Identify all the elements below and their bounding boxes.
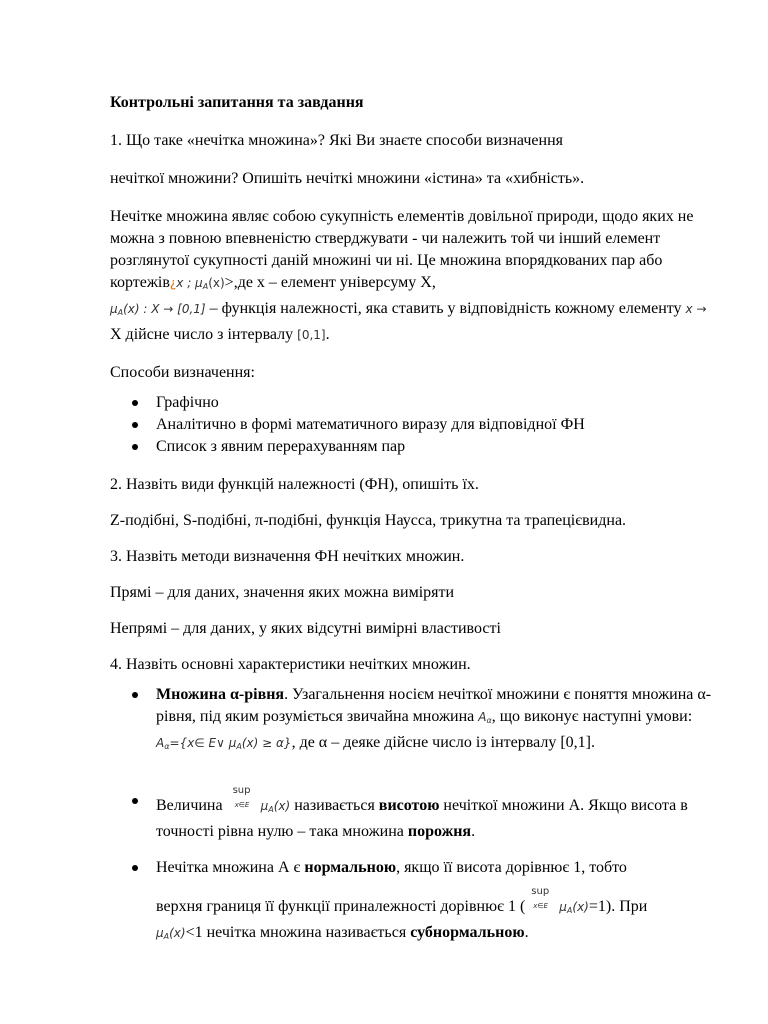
bullet-icon	[132, 422, 138, 428]
term-subnormal: субнормальною	[410, 924, 525, 941]
question-1-line-2: нечіткої множини? Опишіть нечіткі множини «істина» та «хибність».	[110, 170, 585, 187]
answer-3-indirect: Непрямі – для даних, у яких відсутні вимірні властивості	[110, 620, 501, 637]
document-page	[110, 92, 715, 948]
line-wrap: верхня границя її функції приналежності дорівнює 1 ( sup x∈E $\mu_A(x)=1$). При	[156, 886, 648, 915]
term-height: висотою	[378, 797, 440, 814]
formula-alpha-level-set: $A_\alpha=\{x\in$ E∨ $\mu_A(x) \ge \alpha$}	[156, 736, 292, 751]
list-item: Список з явним перерахуванням пар	[156, 436, 715, 458]
formula-mapping: x →	[685, 302, 707, 316]
question-4: 4. Назвіть основні характеристики нечітких множин.	[110, 656, 471, 673]
bullet-icon	[132, 444, 138, 450]
bullet-icon	[132, 400, 138, 406]
formula-membership: $\mu_A(x)$	[559, 900, 589, 915]
formula-interval: [0,1]	[297, 328, 326, 342]
formula-supremum: sup x∈E	[531, 886, 550, 910]
list-item: Аналітично в формі математичного виразу для відповідної ФН	[156, 414, 715, 436]
answer-text: Нечітке множина являє собою сукупність елементів довільної природи, щодо яких не можна з повною впевненістю стверджувати - чи належить той чи інший елемент розглянутої сукупності даній множині чи ні. Це множина впорядкованих пар або кортежів	[110, 208, 694, 291]
question-3: 3. Назвіть методи визначення ФН нечітких множин.	[110, 548, 465, 565]
answer-3-direct: Прямі – для даних, значення яких можна виміряти	[110, 584, 455, 601]
formula-membership-value: $\mu_A(x)$	[156, 926, 186, 941]
formula-membership-function: $\mu_A(x)$ : X → [0,1]	[110, 302, 206, 317]
formula-tuple: ¿x ; $\mu_A(x)$	[169, 276, 225, 291]
list-item: Множина α-рівня. Узагальнення носієм нечіткої множини є поняття множина α-рівня, під яким розуміється звичайна множина $A_\alpha$, що виконує наступні умови: $A_\alpha=\{x\in$ E∨ $\mu_A(x) \ge \alpha$}, де α – деяке дійсне число із інтервалу [0,1].	[156, 684, 715, 758]
term-normal: нормальною	[304, 859, 397, 876]
bullet-icon	[132, 692, 138, 698]
bullet-icon	[132, 865, 138, 871]
bullet-icon	[132, 798, 138, 804]
section-heading: Контрольні запитання та завдання	[110, 94, 364, 111]
methods-list	[110, 392, 715, 458]
term-empty: порожня	[407, 823, 472, 840]
list-item: Нечітка множина А є нормальною, якщо її висота дорівнює 1, тобто верхня границя її функції приналежності дорівнює 1 ( sup x∈E $\mu_A(x)=1$). При $\mu_A(x)<1$ нечітка множина називається субнормальною.	[156, 857, 715, 948]
list-item: Величина sup x∈E $\mu_A(x)$ називається висотою нечіткої множини А. Якщо висота в точності рівна нулю – така множина порожня.	[156, 790, 715, 843]
formula-a-alpha: $A_\alpha$	[478, 710, 492, 725]
formula-membership: $\mu_A(x)$	[260, 799, 291, 814]
list-item: Графічно	[156, 392, 715, 414]
question-1-answer: Нечітке множина являє собою сукупність елементів довільної природи, щодо яких не можна з повною впевненістю стверджувати - чи належить той чи інший елемент розглянутої сукупності даній множині чи ні. Це множина впорядкованих пар або кортежів¿x ; $\mu_A(x)>,де$ x – елемент універсуму X, $\mu_A(x)$ : X → [0,1] – функція належності, яка ставить у відповідність кожному елементу x → X дійсне число з інтервалу [0,1].	[110, 208, 707, 343]
term-alpha-level-set: Множина α-рівня	[156, 686, 285, 703]
formula-supremum: sup x∈E	[232, 785, 251, 809]
question-1-line-1: 1. Що таке «нечітка множина»? Які Ви знаєте способи визначення	[110, 132, 563, 149]
characteristics-list	[110, 684, 715, 948]
methods-title: Способи визначення:	[110, 364, 255, 381]
answer-2: Z-подібні, S-подібні, π-подібні, функція Наусса, трикутна та трапецієвидна.	[110, 512, 627, 529]
question-2: 2. Назвіть види функцій належності (ФН), опишіть їх.	[110, 476, 479, 493]
